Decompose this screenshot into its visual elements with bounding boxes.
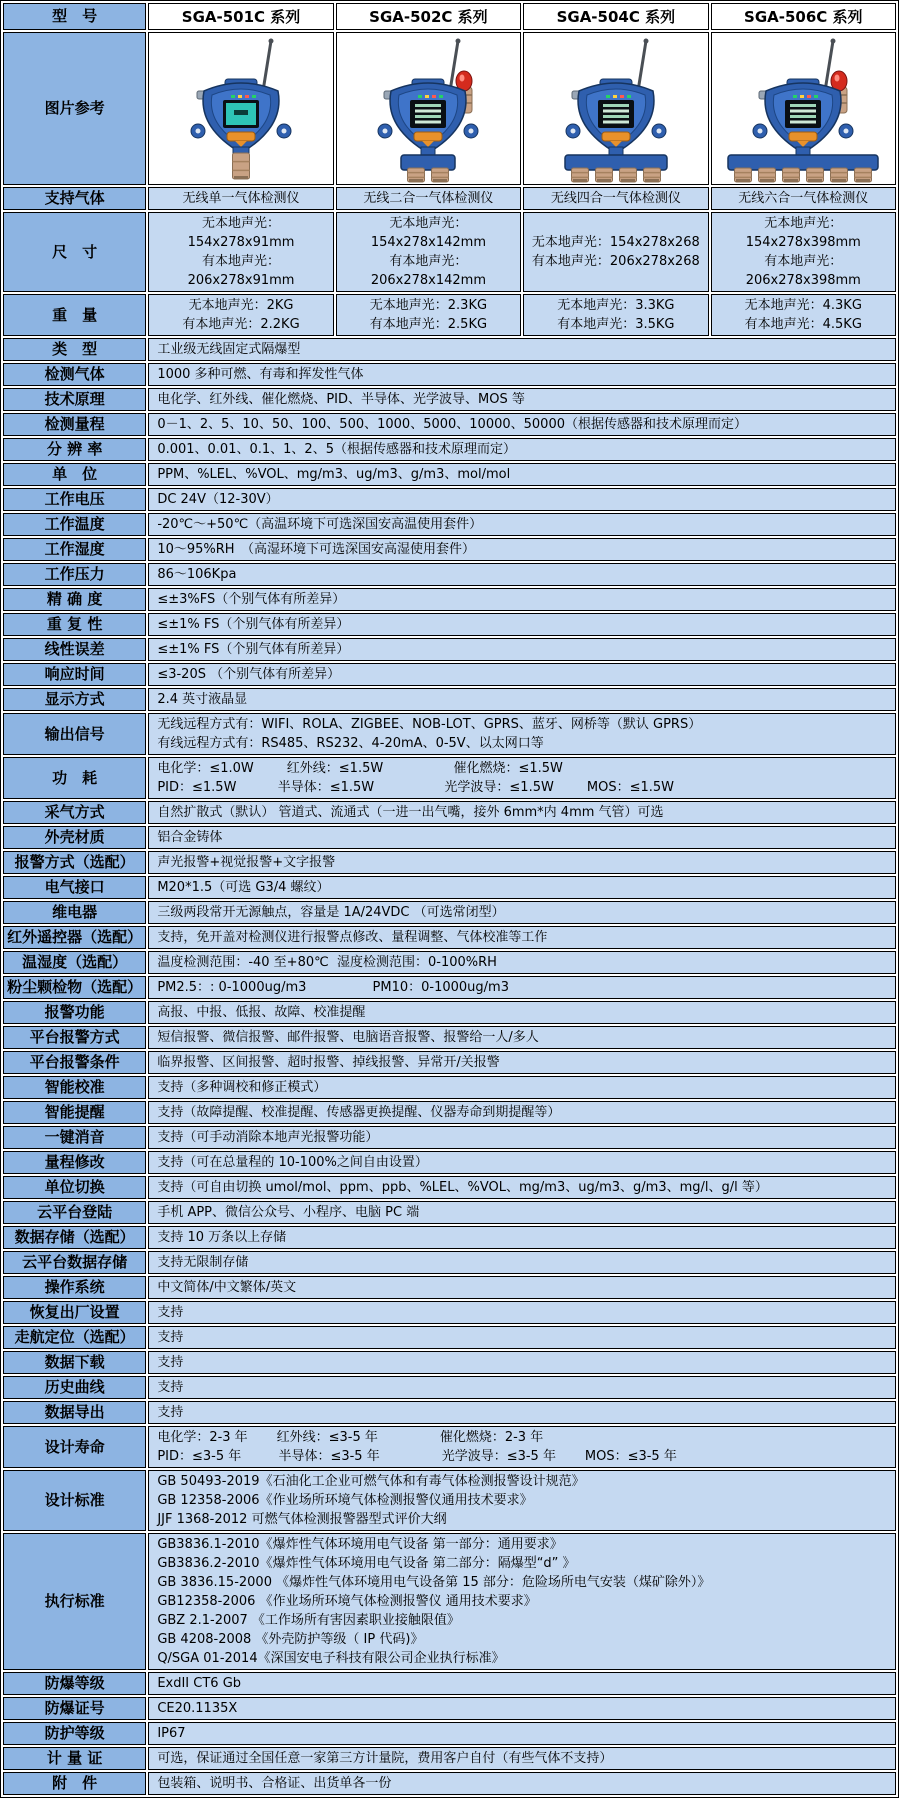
spec-row xyxy=(3,851,896,874)
value-line: 支持无限制存储 xyxy=(157,1255,249,1270)
spec-row xyxy=(3,876,896,899)
spec-row xyxy=(3,1376,896,1399)
value-line: 电化学、红外线、催化燃烧、PID、半导体、光学波导、MOS 等 xyxy=(157,392,525,407)
spec-row-label: 防护等级 xyxy=(3,1722,146,1745)
image-cell-1 xyxy=(336,32,521,185)
spec-row-label: 显示方式 xyxy=(3,688,146,711)
spec-row-label: 采气方式 xyxy=(3,801,146,824)
wireless-2in1-gas-detector-image xyxy=(338,35,518,183)
spec-row-label: 工作温度 xyxy=(3,513,146,536)
value-line: 温度检测范围：-40 至+80℃ 湿度检测范围：0-100%RH xyxy=(157,955,497,970)
spec-row xyxy=(3,951,896,974)
spec-row-label: 维电器 xyxy=(3,901,146,924)
spec-row-label: 数据存储（选配） xyxy=(3,1226,146,1249)
value-line: 中文简体/中文繁体/英文 xyxy=(157,1280,297,1295)
spec-row-label: 报警功能 xyxy=(3,1001,146,1024)
value-line: GB 4208-2008 《外壳防护等级（ IP 代码)》 xyxy=(157,1632,424,1647)
row-label: 重 量 xyxy=(3,294,146,336)
spec-row xyxy=(3,1276,896,1299)
model-value-cell xyxy=(148,294,333,336)
value-line: 无线远程方式有：WIFI、ROLA、ZIGBEE、NOB-LOT、GPRS、蓝牙、网桥等（默认 GPRS） xyxy=(157,717,702,732)
value-line: 有本地声光：2.2KG xyxy=(182,317,300,332)
spec-row xyxy=(3,826,896,849)
spec-row-value xyxy=(148,1226,896,1249)
spec-row-label: 工作湿度 xyxy=(3,538,146,561)
value-line: GB 12358-2006《作业场所环境气体检测报警仪通用技术要求》 xyxy=(157,1493,533,1508)
model-value-cell xyxy=(336,212,521,292)
value-line: ≤±3%FS（个别气体有所差异） xyxy=(157,592,346,607)
spec-row-label: 附 件 xyxy=(3,1772,146,1795)
value-line: 支持（多种调校和修正模式） xyxy=(157,1080,327,1095)
model-header-2: SGA-504C 系列 xyxy=(523,3,708,30)
value-line: 0.001、0.01、0.1、1、2、5（根据传感器和技术原理而定） xyxy=(157,442,516,457)
spec-row xyxy=(3,1051,896,1074)
spec-row-value xyxy=(148,1772,896,1795)
spec-row xyxy=(3,613,896,636)
spec-row-label: 温湿度（选配） xyxy=(3,951,146,974)
spec-row-value xyxy=(148,1151,896,1174)
spec-row xyxy=(3,757,896,799)
spec-row-value xyxy=(148,851,896,874)
spec-row xyxy=(3,976,896,999)
spec-row-label: 技术原理 xyxy=(3,388,146,411)
spec-row xyxy=(3,1226,896,1249)
model-value-row xyxy=(3,212,896,292)
spec-row-label: 检测量程 xyxy=(3,413,146,436)
spec-row-label: 分 辨 率 xyxy=(3,438,146,461)
spec-row-value xyxy=(148,438,896,461)
spec-row xyxy=(3,1176,896,1199)
spec-row-value xyxy=(148,1001,896,1024)
spec-row-label: 一键消音 xyxy=(3,1126,146,1149)
value-line: 支持 xyxy=(157,1355,184,1370)
value-line: GBZ 2.1-2007 《工作场所有害因素职业接触限值》 xyxy=(157,1613,460,1628)
spec-row-label: 输出信号 xyxy=(3,713,146,755)
spec-row-label: 响应时间 xyxy=(3,663,146,686)
spec-row-label: 精 确 度 xyxy=(3,588,146,611)
value-line: 无线四合一气体检测仪 xyxy=(550,191,681,206)
spec-row-label: 数据下载 xyxy=(3,1351,146,1374)
spec-row xyxy=(3,1401,896,1424)
spec-row xyxy=(3,1151,896,1174)
model-header-1: SGA-502C 系列 xyxy=(336,3,521,30)
spec-row-value xyxy=(148,1176,896,1199)
value-line: 手机 APP、微信公众号、小程序、电脑 PC 端 xyxy=(157,1205,420,1220)
spec-row-label: 电气接口 xyxy=(3,876,146,899)
spec-row-label: 检测气体 xyxy=(3,363,146,386)
spec-row-value xyxy=(148,1351,896,1374)
spec-row xyxy=(3,1301,896,1324)
spec-row-label: 数据导出 xyxy=(3,1401,146,1424)
value-line: PM2.5：: 0-1000ug/m3 PM10：0-1000ug/m3 xyxy=(157,980,509,995)
spec-row xyxy=(3,438,896,461)
model-value-cell xyxy=(148,212,333,292)
value-line: 自然扩散式（默认） 管道式、流通式（一进一出气嘴，接外 6mm*内 4mm 气管）可选 xyxy=(157,805,664,820)
spec-row-label: 走航定位（选配） xyxy=(3,1326,146,1349)
spec-row xyxy=(3,1747,896,1770)
spec-row xyxy=(3,1101,896,1124)
spec-row-value xyxy=(148,1722,896,1745)
spec-row xyxy=(3,1722,896,1745)
spec-row-value xyxy=(148,1470,896,1531)
value-line: 1000 多种可燃、有毒和挥发性气体 xyxy=(157,367,364,382)
spec-row-label: 设计寿命 xyxy=(3,1426,146,1468)
spec-row xyxy=(3,1126,896,1149)
spec-row xyxy=(3,1772,896,1795)
row-label: 支持气体 xyxy=(3,187,146,210)
value-line: 无线六合一气体检测仪 xyxy=(738,191,869,206)
spec-row-value xyxy=(148,638,896,661)
value-line: 无本地声光：154x278x142mm xyxy=(370,216,486,250)
spec-row-label: 报警方式（选配） xyxy=(3,851,146,874)
spec-row-value xyxy=(148,663,896,686)
value-line: 包装箱、说明书、合格证、出货单各一份 xyxy=(157,1776,392,1791)
value-line: 支持（故障提醒、校准提醒、传感器更换提醒、仪器寿命到期提醒等） xyxy=(157,1105,561,1120)
spec-row xyxy=(3,1076,896,1099)
value-line: CE20.1135X xyxy=(157,1701,238,1716)
spec-row-label: 平台报警条件 xyxy=(3,1051,146,1074)
spec-row-label: 重 复 性 xyxy=(3,613,146,636)
value-line: 支持 xyxy=(157,1305,184,1320)
value-line: PID：≤3-5 年 半导体：≤3-5 年 光学波导：≤3-5 年 MOS：≤3-5 年 xyxy=(157,1449,677,1464)
spec-row-value xyxy=(148,538,896,561)
spec-row xyxy=(3,388,896,411)
spec-row-value xyxy=(148,1747,896,1770)
spec-row xyxy=(3,901,896,924)
spec-row-label: 单 位 xyxy=(3,463,146,486)
value-line: 支持（可在总量程的 10-100%之间自由设置） xyxy=(157,1155,428,1170)
spec-row-value xyxy=(148,876,896,899)
value-line: 有本地声光：3.5KG xyxy=(557,317,675,332)
value-line: 支持 xyxy=(157,1405,184,1420)
value-line: 有本地声光：2.5KG xyxy=(369,317,488,332)
spec-row xyxy=(3,463,896,486)
spec-row-value xyxy=(148,1533,896,1670)
wireless-6in1-gas-detector-image xyxy=(713,35,893,183)
spec-row-label: 历史曲线 xyxy=(3,1376,146,1399)
value-line: 无本地声光：3.3KG xyxy=(557,298,675,313)
value-line: PID：≤1.5W 半导体：≤1.5W 光学波导：≤1.5W MOS：≤1.5W xyxy=(157,780,675,795)
spec-row-value xyxy=(148,1376,896,1399)
spec-row-label: 线性误差 xyxy=(3,638,146,661)
value-line: 有线远程方式有：RS485、RS232、4-20mA、0-5V、以太网口等 xyxy=(157,736,544,751)
spec-row-value xyxy=(148,463,896,486)
spec-row-value xyxy=(148,563,896,586)
spec-row-label: 智能提醒 xyxy=(3,1101,146,1124)
spec-row-value xyxy=(148,413,896,436)
spec-row-value xyxy=(148,1076,896,1099)
value-line: 支持 10 万条以上存储 xyxy=(157,1230,287,1245)
spec-row xyxy=(3,1001,896,1024)
spec-row xyxy=(3,688,896,711)
spec-row xyxy=(3,1251,896,1274)
spec-row-value xyxy=(148,513,896,536)
spec-row xyxy=(3,1672,896,1695)
value-line: 有本地声光：206x278x268 xyxy=(531,254,700,269)
value-line: 支持（可自由切换 umol/mol、ppm、ppb、%LEL、%VOL、mg/m3、ug/m3、g/m3、mg/l、g/l 等） xyxy=(157,1180,768,1195)
model-value-cell xyxy=(523,187,708,210)
spec-row-label: 粉尘颗检物（选配） xyxy=(3,976,146,999)
row-label-image: 图片参考 xyxy=(3,32,146,185)
value-line: 无本地声光：154x278x91mm xyxy=(187,216,295,250)
value-line: ≤3-20S （个别气体有所差异） xyxy=(157,667,341,682)
spec-row-value xyxy=(148,901,896,924)
value-line: 无本地声光：2KG xyxy=(188,298,294,313)
spec-row-value xyxy=(148,1326,896,1349)
value-line: 支持 xyxy=(157,1330,184,1345)
spec-row-label: 红外遥控器（选配） xyxy=(3,926,146,949)
spec-row-label: 防爆证号 xyxy=(3,1697,146,1720)
value-line: 工业级无线固定式隔爆型 xyxy=(157,342,301,357)
spec-row-value xyxy=(148,1051,896,1074)
spec-row-label: 平台报警方式 xyxy=(3,1026,146,1049)
model-header-3: SGA-506C 系列 xyxy=(711,3,896,30)
spec-row-label: 云平台登陆 xyxy=(3,1201,146,1224)
spec-row-label: 工作电压 xyxy=(3,488,146,511)
spec-row xyxy=(3,1426,896,1468)
value-line: 短信报警、微信报警、邮件报警、电脑语音报警、报警给一人/多人 xyxy=(157,1030,539,1045)
spec-row-label: 量程修改 xyxy=(3,1151,146,1174)
value-line: GB3836.1-2010《爆炸性气体环境用电气设备 第一部分：通用要求》 xyxy=(157,1537,563,1552)
image-cell-2 xyxy=(523,32,708,185)
spec-row xyxy=(3,413,896,436)
spec-row xyxy=(3,1697,896,1720)
spec-row-value xyxy=(148,1201,896,1224)
value-line: 声光报警+视觉报警+文字报警 xyxy=(157,855,336,870)
spec-row-value xyxy=(148,1697,896,1720)
row-label-model: 型 号 xyxy=(3,3,146,30)
image-cell-0 xyxy=(148,32,333,185)
image-cell-3 xyxy=(711,32,896,185)
spec-row xyxy=(3,1326,896,1349)
spec-row xyxy=(3,638,896,661)
spec-row-value xyxy=(148,826,896,849)
spec-row-value xyxy=(148,713,896,755)
spec-row-value xyxy=(148,388,896,411)
spec-row-value xyxy=(148,588,896,611)
spec-row xyxy=(3,1470,896,1531)
model-value-cell xyxy=(711,187,896,210)
spec-row-value xyxy=(148,363,896,386)
value-line: DC 24V（12-30V） xyxy=(157,492,279,507)
spec-row xyxy=(3,363,896,386)
spec-row-label: 操作系统 xyxy=(3,1276,146,1299)
model-value-cell xyxy=(523,294,708,336)
value-line: 有本地声光：206x278x398mm xyxy=(745,254,861,288)
value-line: 支持，免开盖对检测仪进行报警点修改、量程调整、气体校准等工作 xyxy=(157,930,548,945)
spec-row-value xyxy=(148,338,896,361)
spec-row-value xyxy=(148,1276,896,1299)
spec-row-value xyxy=(148,1251,896,1274)
value-line: 电化学：2-3 年 红外线：≤3-5 年 催化燃烧：2-3 年 xyxy=(157,1430,544,1445)
model-value-cell xyxy=(711,294,896,336)
model-value-cell xyxy=(148,187,333,210)
value-line: 三级两段常开无源触点，容量是 1A/24VDC （可选常闭型） xyxy=(157,905,505,920)
model-value-cell xyxy=(523,212,708,292)
value-line: 10～95%RH （高湿环境下可选深国安高湿使用套件） xyxy=(157,542,476,557)
spec-row xyxy=(3,713,896,755)
spec-row-label: 防爆等级 xyxy=(3,1672,146,1695)
spec-row-value xyxy=(148,1672,896,1695)
model-value-row xyxy=(3,294,896,336)
spec-row-value xyxy=(148,976,896,999)
spec-row-value xyxy=(148,1426,896,1468)
spec-row-value xyxy=(148,757,896,799)
spec-row xyxy=(3,1533,896,1670)
spec-row xyxy=(3,1026,896,1049)
spec-row xyxy=(3,663,896,686)
value-line: GB12358-2006 《作业场所环境气体检测报警仪 通用技术要求》 xyxy=(157,1594,537,1609)
spec-row xyxy=(3,538,896,561)
value-line: 0－1、2、5、10、50、100、500、1000、5000、10000、50000（根据传感器和技术原理而定） xyxy=(157,417,747,432)
row-label: 尺 寸 xyxy=(3,212,146,292)
image-row xyxy=(3,32,896,185)
value-line: ≤±1% FS（个别气体有所差异） xyxy=(157,642,350,657)
model-value-cell xyxy=(336,294,521,336)
spec-row xyxy=(3,513,896,536)
value-line: 有本地声光：206x278x91mm xyxy=(187,254,295,288)
spec-row-value xyxy=(148,613,896,636)
spec-row xyxy=(3,338,896,361)
value-line: GB 3836.15-2000 《爆炸性气体环境用电气设备第 15 部分：危险场所电气安装（煤矿除外）》 xyxy=(157,1575,711,1590)
spec-row-value xyxy=(148,1126,896,1149)
value-line: Q/SGA 01-2014《深国安电子科技有限公司企业执行标准》 xyxy=(157,1651,505,1666)
value-line: GB 50493-2019《石油化工企业可燃气体和有毒气体检测报警设计规范》 xyxy=(157,1474,585,1489)
spec-row-label: 外壳材质 xyxy=(3,826,146,849)
value-line: JJF 1368-2012 可燃气体检测报警器型式评价大纲 xyxy=(157,1512,447,1527)
value-line: 可选，保证通过全国任意一家第三方计量院，费用客户自付（有些气体不支持） xyxy=(157,1751,613,1766)
spec-row xyxy=(3,801,896,824)
value-line: 无线二合一气体检测仪 xyxy=(363,191,494,206)
value-line: 有本地声光：4.5KG xyxy=(744,317,862,332)
value-line: 铝合金铸体 xyxy=(157,830,223,845)
value-line: 支持（可手动消除本地声光报警功能） xyxy=(157,1130,379,1145)
spec-row-label: 智能校准 xyxy=(3,1076,146,1099)
spec-row-value xyxy=(148,1401,896,1424)
spec-row-value xyxy=(148,801,896,824)
wireless-4in1-gas-detector-image xyxy=(526,35,706,183)
value-line: GB3836.2-2010《爆炸性气体环境用电气设备 第二部分：隔爆型“d” 》 xyxy=(157,1556,576,1571)
value-line: 无本地声光：4.3KG xyxy=(744,298,862,313)
spec-row-label: 功 耗 xyxy=(3,757,146,799)
value-line: 临界报警、区间报警、超时报警、掉线报警、异常开/关报警 xyxy=(157,1055,500,1070)
spec-row-value xyxy=(148,926,896,949)
spec-row-value xyxy=(148,951,896,974)
spec-row xyxy=(3,1201,896,1224)
value-line: M20*1.5（可选 G3/4 螺纹） xyxy=(157,880,330,895)
value-line: 电化学：≤1.0W 红外线：≤1.5W 催化燃烧：≤1.5W xyxy=(157,761,563,776)
model-value-row xyxy=(3,187,896,210)
value-line: 无本地声光：154x278x398mm xyxy=(745,216,861,250)
value-line: PPM、%LEL、%VOL、mg/m3、ug/m3、g/m3、mol/mol xyxy=(157,467,511,482)
spec-row-value xyxy=(148,488,896,511)
model-value-cell xyxy=(336,187,521,210)
value-line: 无本地声光：2.3KG xyxy=(369,298,488,313)
value-line: ≤±1% FS（个别气体有所差异） xyxy=(157,617,350,632)
spec-row xyxy=(3,588,896,611)
spec-row xyxy=(3,1351,896,1374)
spec-row-label: 恢复出厂设置 xyxy=(3,1301,146,1324)
spec-row-label: 类 型 xyxy=(3,338,146,361)
value-line: -20℃～+50℃（高温环境下可选深国安高温使用套件） xyxy=(157,517,483,532)
spec-row-label: 单位切换 xyxy=(3,1176,146,1199)
spec-row xyxy=(3,488,896,511)
wireless-single-gas-detector-image xyxy=(151,35,331,183)
model-value-cell xyxy=(711,212,896,292)
spec-row-label: 计 量 证 xyxy=(3,1747,146,1770)
model-header-row xyxy=(3,3,896,30)
value-line: 无线单一气体检测仪 xyxy=(182,191,300,206)
value-line: 支持 xyxy=(157,1380,184,1395)
model-header-0: SGA-501C 系列 xyxy=(148,3,333,30)
spec-row-label: 设计标准 xyxy=(3,1470,146,1531)
value-line: 86～106Kpa xyxy=(157,567,237,582)
spec-table-body xyxy=(3,3,896,1795)
spec-row-value xyxy=(148,1026,896,1049)
spec-row-label: 执行标准 xyxy=(3,1533,146,1670)
value-line: 有本地声光：206x278x142mm xyxy=(370,254,486,288)
value-line: ExdII CT6 Gb xyxy=(157,1676,242,1691)
spec-row-value xyxy=(148,1101,896,1124)
spec-row-label: 工作压力 xyxy=(3,563,146,586)
value-line: 2.4 英寸液晶显 xyxy=(157,692,248,707)
spec-row-label: 云平台数据存储 xyxy=(3,1251,146,1274)
spec-row xyxy=(3,563,896,586)
value-line: 高报、中报、低报、故障、校准提醒 xyxy=(157,1005,366,1020)
spec-row xyxy=(3,926,896,949)
spec-row-value xyxy=(148,1301,896,1324)
spec-row-value xyxy=(148,688,896,711)
value-line: IP67 xyxy=(157,1726,186,1741)
value-line: 无本地声光：154x278x268 xyxy=(531,235,700,250)
